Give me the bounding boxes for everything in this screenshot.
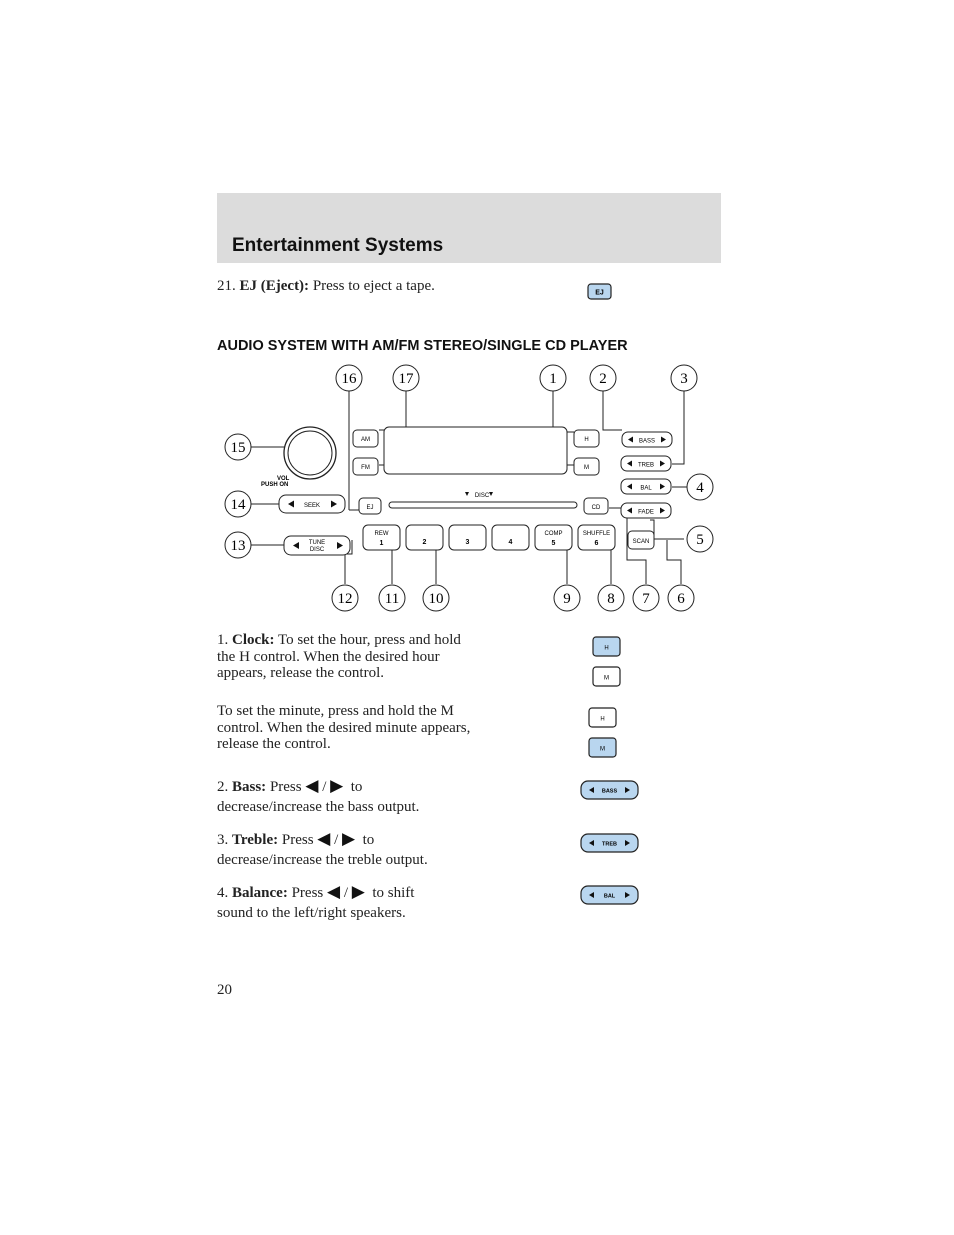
diagram-preset-1: 1 (379, 540, 384, 547)
clock-name: Clock: (232, 632, 275, 648)
eject-number: 21. (217, 278, 236, 294)
treble-text: decrease/increase the treble output. (217, 852, 428, 868)
balance-button-label: BAL (603, 893, 616, 900)
diagram-preset-5: 5 (551, 540, 556, 547)
callout-4 (687, 474, 713, 500)
diagram-comp-label: COMP (544, 531, 563, 537)
clock-h-label-2: H (600, 716, 605, 723)
callout-16 (336, 365, 362, 391)
callout-5 (687, 526, 713, 552)
balance-number: 4. (217, 885, 229, 901)
clock-description (217, 632, 477, 682)
treble-to: to (362, 832, 375, 848)
arrow-left-icon: ◀ (317, 829, 331, 849)
balance-button-icon (580, 885, 640, 906)
diagram-preset-6: 6 (594, 540, 599, 547)
diagram-bal-button: BAL (640, 485, 652, 492)
svg-text:6: 6 (677, 591, 685, 607)
callout-15 (225, 434, 251, 460)
diagram-slot-label: DISC (474, 493, 490, 499)
arrow-left-icon: ◀ (305, 776, 319, 796)
arrow-right-icon: ▶ (342, 829, 356, 849)
clock-text-hour: To set the hour, press and hold the H control. When the desired hour appears, release the control. (217, 632, 461, 681)
clock-minute-description: To set the minute, press and hold the M control. When the desired minute appears, release the control. (217, 703, 471, 752)
eject-button-icon (587, 283, 613, 301)
diagram-seek-button: SEEK (303, 503, 321, 509)
eject-text: Press to eject a tape. (312, 278, 435, 294)
svg-text:7: 7 (642, 591, 650, 607)
balance-description (217, 882, 517, 923)
header-band (217, 193, 721, 263)
diagram-ej-button: EJ (366, 505, 374, 511)
arrow-left-icon: ◀ (327, 882, 341, 902)
svg-text:12: 12 (337, 591, 353, 607)
svg-text:9: 9 (563, 591, 571, 607)
clock-h-label-1: H (604, 645, 609, 652)
callout-7 (633, 585, 659, 611)
diagram-fade-button: FADE (638, 509, 654, 516)
callout-12 (332, 585, 358, 611)
treble-name: Treble: (232, 832, 279, 848)
callout-13 (225, 532, 251, 558)
diagram-treb-button: TREB (637, 462, 655, 469)
clock-m-highlight-icon (588, 737, 618, 759)
arrow-right-icon: ▶ (330, 776, 344, 796)
callout-17 (393, 365, 419, 391)
balance-to: to shift (372, 885, 415, 901)
treble-description (217, 829, 517, 870)
diagram-rew-label: REW (374, 531, 389, 537)
svg-text:8: 8 (607, 591, 615, 607)
svg-text:4: 4 (696, 480, 704, 496)
svg-text:2: 2 (599, 371, 607, 387)
svg-text:11: 11 (384, 591, 400, 607)
clock-h-icon (588, 707, 618, 729)
arrow-right-icon: ▶ (351, 882, 365, 902)
diagram-fm-button: FM (361, 465, 370, 471)
radio-diagram (217, 360, 721, 620)
clock-m-label-2: M (600, 746, 605, 753)
diagram-preset-3: 3 (465, 539, 470, 546)
diagram-disc-label: DISC (309, 547, 325, 553)
treble-slash: / (334, 832, 339, 848)
svg-text:17: 17 (398, 371, 414, 387)
balance-text: sound to the left/right speakers. (217, 905, 406, 921)
svg-text:14: 14 (230, 497, 246, 513)
page-number: 20 (217, 982, 232, 998)
bass-button-label: BASS (601, 788, 618, 795)
clock-h-highlight-icon (592, 636, 622, 658)
diagram-bass-button: BASS (638, 438, 656, 445)
callout-3 (671, 365, 697, 391)
callout-8 (598, 585, 624, 611)
callout-1 (540, 365, 566, 391)
treble-number: 3. (217, 832, 229, 848)
balance-slash: / (343, 885, 348, 901)
eject-button-label: EJ (595, 289, 604, 297)
diagram-m-button: M (584, 465, 589, 471)
callout-11 (379, 585, 405, 611)
treble-button-icon (580, 833, 640, 854)
svg-text:5: 5 (696, 532, 704, 548)
callout-14 (225, 491, 251, 517)
callout-10 (423, 585, 449, 611)
diagram-scan-button: SCAN (632, 539, 650, 545)
diagram-tune-label: TUNE (308, 540, 326, 546)
bass-name: Bass: (232, 779, 267, 795)
eject-name: EJ (Eject): (239, 278, 310, 294)
push-on-label: PUSH ON (261, 482, 289, 488)
bass-press: Press (269, 779, 302, 795)
svg-text:10: 10 (428, 591, 444, 607)
callout-9 (554, 585, 580, 611)
vol-label: VOL (277, 476, 290, 482)
bass-text: decrease/increase the bass output. (217, 799, 420, 815)
diagram-cd-button: CD (591, 505, 601, 511)
bass-to: to (350, 779, 363, 795)
volume-knob (284, 427, 336, 479)
svg-text:15: 15 (230, 440, 246, 456)
diagram-am-button: AM (361, 437, 370, 443)
page-title: Entertainment Systems (232, 235, 444, 256)
svg-text:1: 1 (549, 371, 557, 387)
callout-6 (668, 585, 694, 611)
bass-slash: / (322, 779, 327, 795)
svg-text:3: 3 (680, 371, 688, 387)
clock-number: 1. (217, 632, 229, 648)
balance-press: Press (291, 885, 324, 901)
diagram-h-button: H (584, 437, 589, 443)
diagram-shuffle-label: SHUFFLE (582, 531, 611, 537)
bass-description (217, 776, 517, 817)
svg-text:16: 16 (341, 371, 357, 387)
callout-2 (590, 365, 616, 391)
clock-m-label-1: M (604, 675, 609, 682)
diagram-preset-2: 2 (422, 539, 427, 546)
treble-button-label: TREB (602, 841, 617, 848)
section-heading: AUDIO SYSTEM WITH AM/FM STEREO/SINGLE CD PLAYER (217, 338, 628, 354)
treble-press: Press (281, 832, 314, 848)
balance-name: Balance: (232, 885, 288, 901)
eject-description (217, 278, 447, 295)
clock-m-icon (592, 666, 622, 688)
diagram-preset-4: 4 (508, 539, 513, 546)
svg-text:13: 13 (230, 538, 246, 554)
bass-button-icon (580, 780, 640, 801)
bass-number: 2. (217, 779, 229, 795)
